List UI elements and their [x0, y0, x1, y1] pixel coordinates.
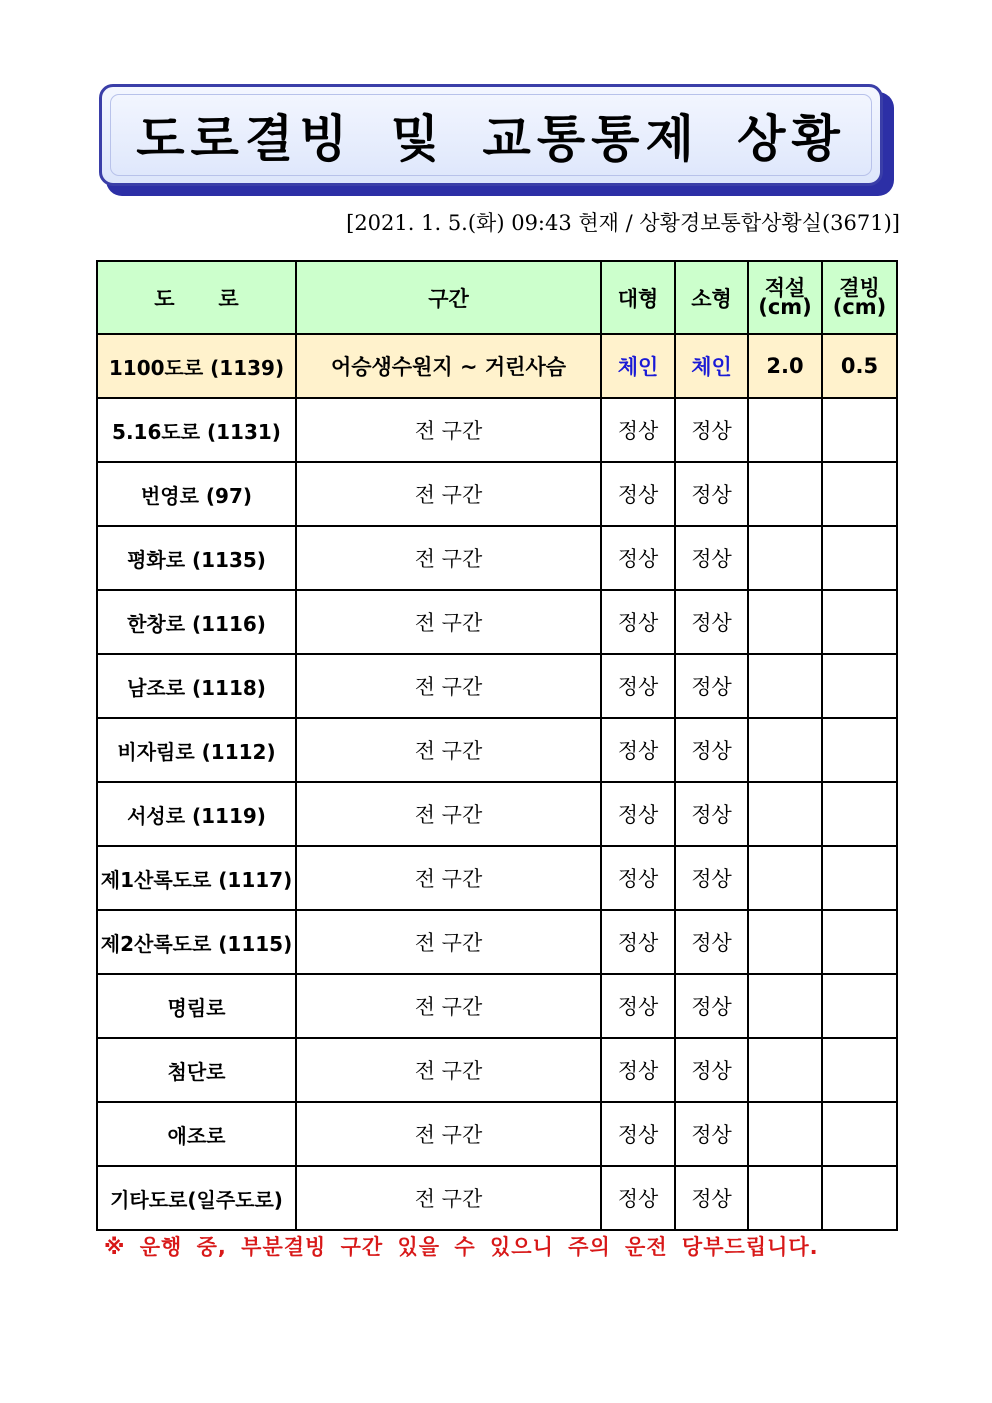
- table-row: [97, 1102, 897, 1166]
- section-cell: 전 구간: [296, 462, 601, 526]
- section-cell: 전 구간: [296, 398, 601, 462]
- page-title: 도로결빙 및 교통통제 상황: [136, 110, 846, 168]
- road-name-cell: 서성로 (1119): [97, 782, 296, 846]
- small-vehicle-cell: 정상: [675, 398, 748, 462]
- snow-depth-cell: [748, 1038, 822, 1102]
- section-cell: 전 구간: [296, 654, 601, 718]
- large-vehicle-cell: 정상: [601, 654, 675, 718]
- road-name-cell: 5.16도로 (1131): [97, 398, 296, 462]
- road-name-cell: 남조로 (1118): [97, 654, 296, 718]
- section-cell: 전 구간: [296, 846, 601, 910]
- section-cell: 전 구간: [296, 1102, 601, 1166]
- snow-depth-cell: [748, 718, 822, 782]
- snow-depth-cell: 2.0: [748, 334, 822, 398]
- section-cell: 전 구간: [296, 718, 601, 782]
- road-name-cell: 평화로 (1135): [97, 526, 296, 590]
- ice-depth-cell: [822, 654, 897, 718]
- table-row: [97, 462, 897, 526]
- ice-depth-cell: [822, 782, 897, 846]
- title-banner: [99, 84, 883, 186]
- small-vehicle-cell: 정상: [675, 974, 748, 1038]
- section-cell: 전 구간: [296, 1038, 601, 1102]
- snow-depth-cell: [748, 462, 822, 526]
- table-row: [97, 1166, 897, 1230]
- caution-notice: ※ 운행 중, 부분결빙 구간 있을 수 있으니 주의 운전 당부드립니다.: [104, 1235, 819, 1259]
- header-ice-label: 결빙: [839, 275, 880, 300]
- large-vehicle-cell: 정상: [601, 910, 675, 974]
- large-vehicle-cell: 정상: [601, 462, 675, 526]
- ice-depth-cell: [822, 974, 897, 1038]
- snow-depth-cell: [748, 398, 822, 462]
- section-cell: 전 구간: [296, 910, 601, 974]
- large-vehicle-cell: 정상: [601, 1038, 675, 1102]
- road-name-cell: 애조로: [97, 1102, 296, 1166]
- table-header-row: [97, 261, 897, 334]
- road-name-cell: 비자림로 (1112): [97, 718, 296, 782]
- ice-depth-cell: 0.5: [822, 334, 897, 398]
- table-row: [97, 974, 897, 1038]
- section-cell: 전 구간: [296, 526, 601, 590]
- snow-depth-cell: [748, 782, 822, 846]
- header-road: 도 로: [97, 261, 296, 334]
- section-cell: 전 구간: [296, 1166, 601, 1230]
- table-row: [97, 526, 897, 590]
- table-row: [97, 718, 897, 782]
- small-vehicle-cell: 정상: [675, 654, 748, 718]
- header-small: 소형: [675, 261, 748, 334]
- small-vehicle-cell: 정상: [675, 910, 748, 974]
- large-vehicle-cell: 정상: [601, 1102, 675, 1166]
- large-vehicle-cell: 정상: [601, 846, 675, 910]
- small-vehicle-cell: 정상: [675, 718, 748, 782]
- snow-depth-cell: [748, 590, 822, 654]
- snow-depth-cell: [748, 846, 822, 910]
- large-vehicle-cell: 정상: [601, 974, 675, 1038]
- small-vehicle-cell: 정상: [675, 1038, 748, 1102]
- table-row: [97, 334, 897, 398]
- ice-depth-cell: [822, 846, 897, 910]
- header-snow-unit: (cm): [758, 294, 812, 319]
- table-row: [97, 1038, 897, 1102]
- large-vehicle-cell: 정상: [601, 782, 675, 846]
- large-vehicle-cell: 정상: [601, 590, 675, 654]
- section-cell: 전 구간: [296, 590, 601, 654]
- road-name-cell: 1100도로 (1139): [97, 334, 296, 398]
- header-snow: [748, 261, 822, 334]
- large-vehicle-cell: 체인: [601, 334, 675, 398]
- small-vehicle-cell: 정상: [675, 1166, 748, 1230]
- ice-depth-cell: [822, 910, 897, 974]
- section-cell: 전 구간: [296, 974, 601, 1038]
- ice-depth-cell: [822, 590, 897, 654]
- small-vehicle-cell: 정상: [675, 590, 748, 654]
- table-row: [97, 910, 897, 974]
- table-row: [97, 590, 897, 654]
- small-vehicle-cell: 체인: [675, 334, 748, 398]
- small-vehicle-cell: 정상: [675, 526, 748, 590]
- table-row: [97, 782, 897, 846]
- table-row: [97, 846, 897, 910]
- ice-depth-cell: [822, 398, 897, 462]
- ice-depth-cell: [822, 462, 897, 526]
- road-name-cell: 제1산록도로 (1117): [97, 846, 296, 910]
- large-vehicle-cell: 정상: [601, 526, 675, 590]
- snow-depth-cell: [748, 654, 822, 718]
- header-ice: [822, 261, 897, 334]
- snow-depth-cell: [748, 1166, 822, 1230]
- small-vehicle-cell: 정상: [675, 782, 748, 846]
- road-name-cell: 번영로 (97): [97, 462, 296, 526]
- report-timestamp: [2021. 1. 5.(화) 09:43 현재 / 상황경보통합상황실(3671)]: [346, 211, 900, 235]
- large-vehicle-cell: 정상: [601, 718, 675, 782]
- snow-depth-cell: [748, 526, 822, 590]
- snow-depth-cell: [748, 974, 822, 1038]
- road-name-cell: 한창로 (1116): [97, 590, 296, 654]
- table-row: [97, 654, 897, 718]
- header-snow-label: 적설: [764, 275, 806, 300]
- section-cell: 어승생수원지 ~ 거린사슴: [296, 334, 601, 398]
- small-vehicle-cell: 정상: [675, 1102, 748, 1166]
- snow-depth-cell: [748, 1102, 822, 1166]
- ice-depth-cell: [822, 718, 897, 782]
- header-section: 구간: [296, 261, 601, 334]
- section-cell: 전 구간: [296, 782, 601, 846]
- table-row: [97, 398, 897, 462]
- small-vehicle-cell: 정상: [675, 462, 748, 526]
- ice-depth-cell: [822, 526, 897, 590]
- large-vehicle-cell: 정상: [601, 1166, 675, 1230]
- road-name-cell: 첨단로: [97, 1038, 296, 1102]
- road-name-cell: 제2산록도로 (1115): [97, 910, 296, 974]
- small-vehicle-cell: 정상: [675, 846, 748, 910]
- road-status-table: [96, 260, 898, 1231]
- header-large: 대형: [601, 261, 675, 334]
- large-vehicle-cell: 정상: [601, 398, 675, 462]
- road-name-cell: 기타도로(일주도로): [97, 1166, 296, 1230]
- road-name-cell: 명림로: [97, 974, 296, 1038]
- snow-depth-cell: [748, 910, 822, 974]
- header-ice-unit: (cm): [832, 294, 887, 319]
- ice-depth-cell: [822, 1166, 897, 1230]
- ice-depth-cell: [822, 1038, 897, 1102]
- ice-depth-cell: [822, 1102, 897, 1166]
